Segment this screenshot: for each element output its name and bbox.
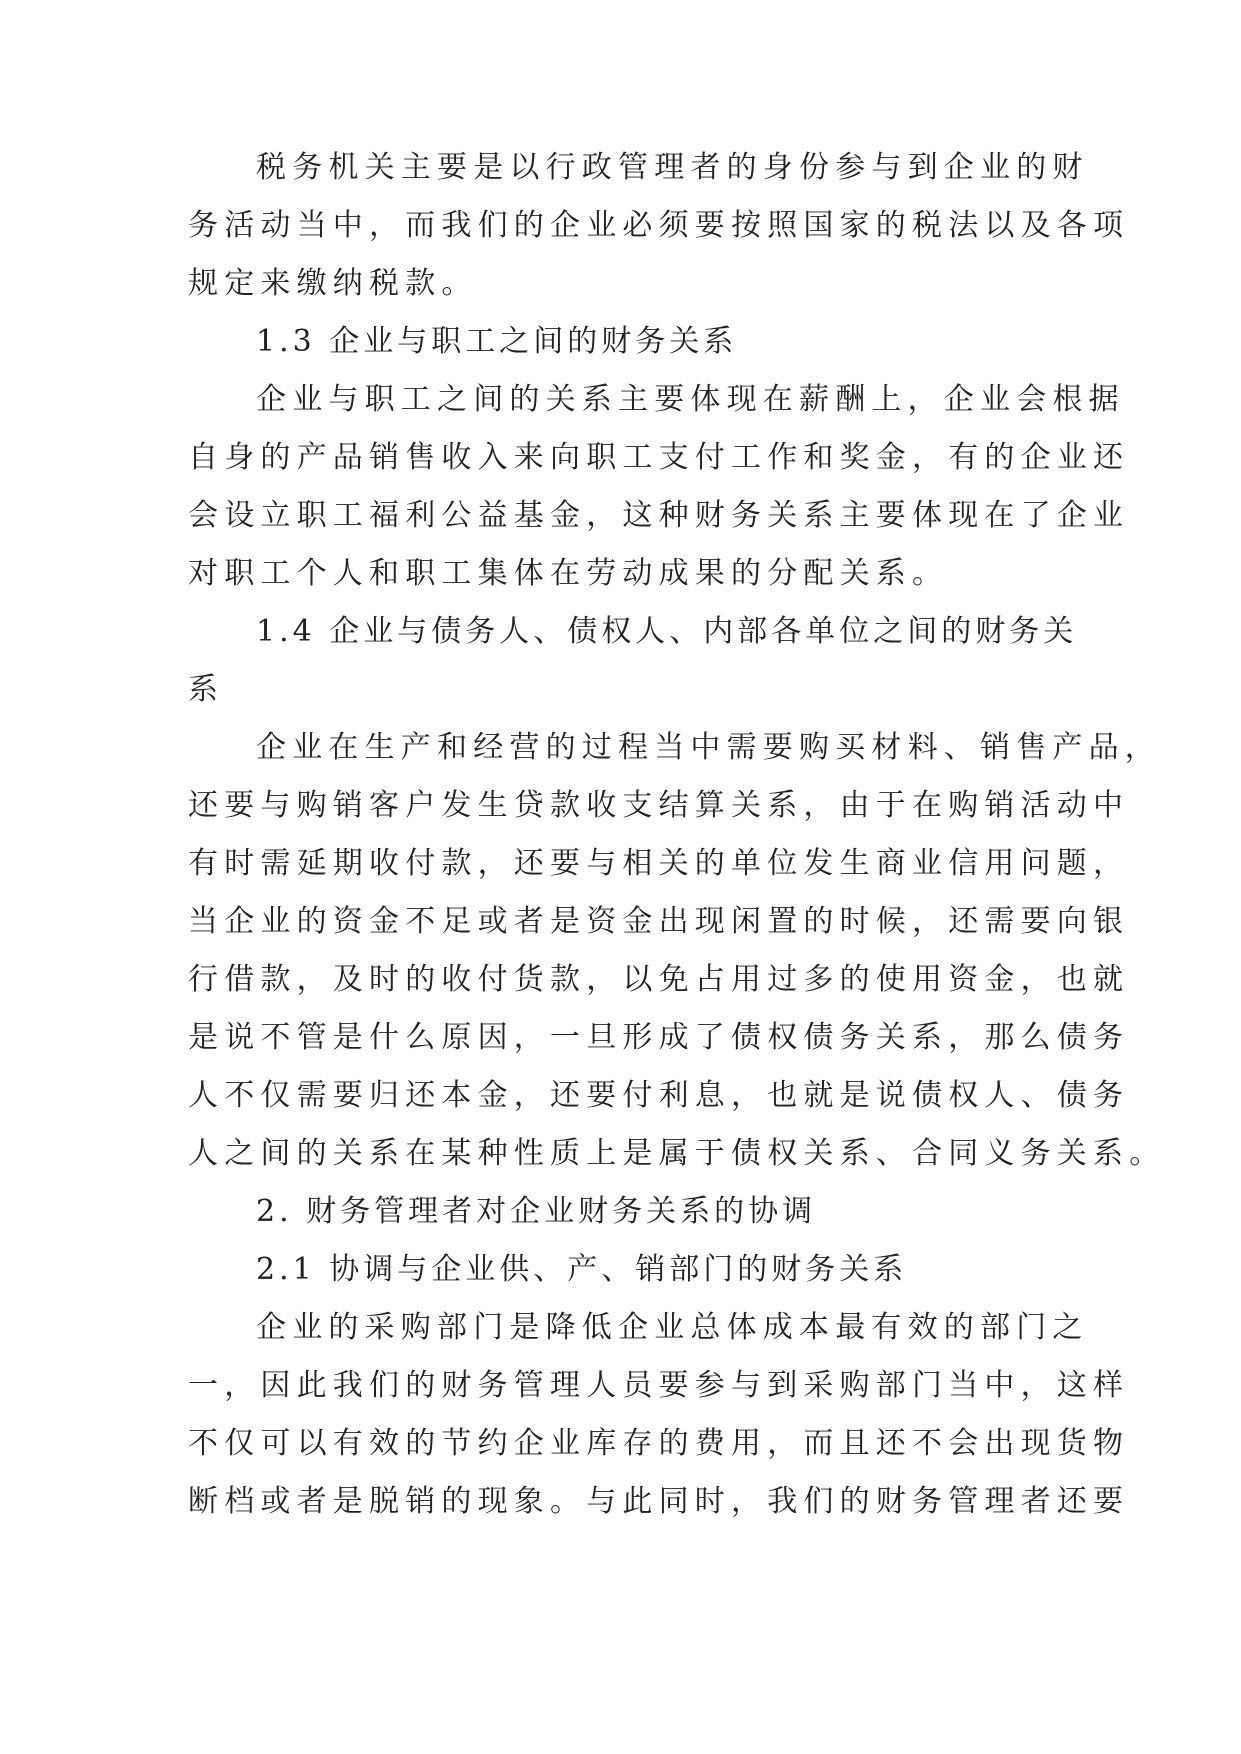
paragraph-line: 对职工个人和职工集体在劳动成果的分配关系。	[188, 556, 949, 591]
paragraph-line: 税务机关主要是以行政管理者的身份参与到企业的财	[256, 150, 1089, 185]
paragraph-line: 是说不管是什么原因，一旦形成了债权债务关系，那么债务	[188, 1020, 1130, 1055]
section-heading-1-3: 1.3 企业与职工之间的财务关系	[256, 324, 738, 359]
paragraph-line: 企业在生产和经营的过程当中需要购买材料、销售产品，	[256, 730, 1161, 765]
paragraph-line: 规定来缴纳税款。	[188, 266, 478, 301]
paragraph-line: 还要与购销客户发生贷款收支结算关系，由于在购销活动中	[188, 788, 1130, 823]
paragraph-line: 行借款，及时的收付货款，以免占用过多的使用资金，也就	[188, 962, 1130, 997]
paragraph-line: 务活动当中，而我们的企业必须要按照国家的税法以及各项	[188, 208, 1130, 243]
paragraph-line: 有时需延期收付款，还要与相关的单位发生商业信用问题，	[188, 846, 1130, 881]
paragraph-line: 不仅可以有效的节约企业库存的费用，而且还不会出现货物	[188, 1426, 1130, 1461]
paragraph-line: 自身的产品销售收入来向职工支付工作和奖金，有的企业还	[188, 440, 1130, 475]
section-heading-1-4-continued: 系	[188, 672, 225, 707]
paragraph-line: 企业的采购部门是降低企业总体成本最有效的部门之	[256, 1310, 1089, 1345]
paragraph-line: 会设立职工福利公益基金，这种财务关系主要体现在了企业	[188, 498, 1130, 533]
paragraph-line: 当企业的资金不足或者是资金出现闲置的时候，还需要向银	[188, 904, 1130, 939]
paragraph-line: 人不仅需要归还本金，还要付利息，也就是说债权人、债务	[188, 1078, 1130, 1113]
paragraph-line: 企业与职工之间的关系主要体现在薪酬上，企业会根据	[256, 382, 1125, 417]
paragraph-line: 一，因此我们的财务管理人员要参与到采购部门当中，这样	[188, 1368, 1130, 1403]
section-heading-1-4: 1.4 企业与债务人、债权人、内部各单位之间的财务关	[256, 614, 1078, 649]
paragraph-line: 断档或者是脱销的现象。与此同时，我们的财务管理者还要	[188, 1484, 1130, 1519]
section-heading-2: 2. 财务管理者对企业财务关系的协调	[256, 1194, 817, 1229]
paragraph-line: 人之间的关系在某种性质上是属于债权关系、合同义务关系。	[188, 1136, 1166, 1171]
section-heading-2-1: 2.1 协调与企业供、产、销部门的财务关系	[256, 1252, 908, 1287]
